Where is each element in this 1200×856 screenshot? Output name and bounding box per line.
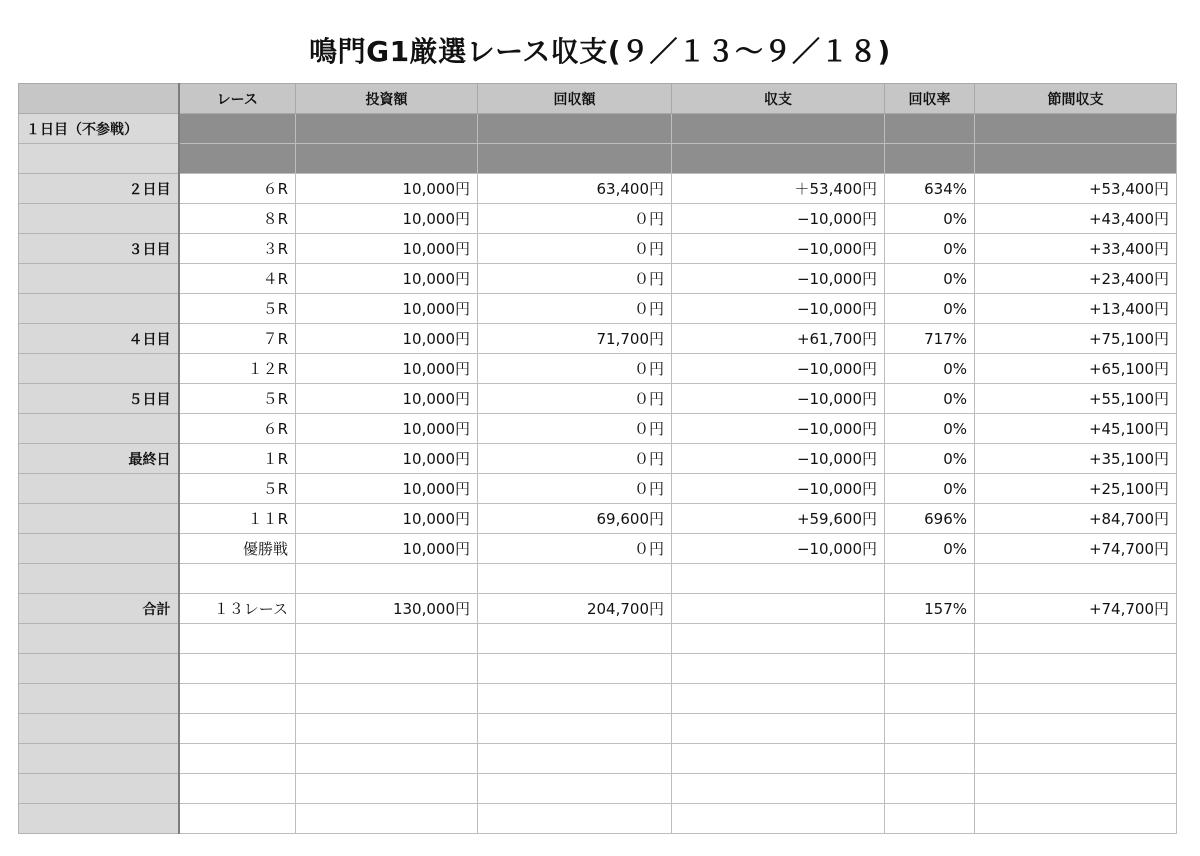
return-cell[interactable]: ０円	[478, 384, 672, 414]
stake-cell[interactable]: 130,000円	[296, 594, 478, 624]
day1-label[interactable]: １日目（不参戦）	[19, 114, 179, 144]
race-row	[19, 534, 1177, 564]
race-cell[interactable]: ４R	[179, 264, 296, 294]
return-cell[interactable]: 63,400円	[478, 174, 672, 204]
sheet-title: 鳴門G1厳選レース収支(９／１３〜９／１８)	[309, 35, 891, 68]
stake-cell[interactable]: 10,000円	[296, 384, 478, 414]
race-row	[19, 474, 1177, 504]
empty-row	[19, 774, 1177, 804]
race-cell[interactable]: ６R	[179, 414, 296, 444]
empty-cell[interactable]	[296, 114, 478, 144]
balance-cell[interactable]	[672, 744, 885, 774]
empty-row	[19, 624, 1177, 654]
rate-cell[interactable]: 0%	[885, 414, 975, 444]
day-label[interactable]	[19, 564, 179, 594]
balance-cell[interactable]: −10,000円	[672, 354, 885, 384]
race-cell[interactable]	[179, 654, 296, 684]
race-row	[19, 174, 1177, 204]
empty-row	[19, 714, 1177, 744]
race-cell[interactable]	[179, 774, 296, 804]
cumulative-cell[interactable]: +53,400円	[975, 174, 1177, 204]
return-cell[interactable]: 71,700円	[478, 324, 672, 354]
balance-cell[interactable]	[672, 624, 885, 654]
day-label[interactable]: ２日目	[19, 174, 179, 204]
race-cell[interactable]: １３レース	[179, 594, 296, 624]
header-return[interactable]: 回収額	[478, 84, 672, 114]
empty-cell[interactable]	[975, 144, 1177, 174]
stake-cell[interactable]	[296, 564, 478, 594]
cumulative-cell[interactable]	[975, 714, 1177, 744]
stake-cell[interactable]: 10,000円	[296, 504, 478, 534]
header-balance[interactable]: 収支	[672, 84, 885, 114]
return-cell[interactable]	[478, 714, 672, 744]
race-cell[interactable]: ５R	[179, 294, 296, 324]
rate-cell[interactable]: 0%	[885, 354, 975, 384]
race-cell[interactable]: ６R	[179, 174, 296, 204]
return-cell[interactable]	[478, 624, 672, 654]
day-label[interactable]: ３日目	[19, 234, 179, 264]
empty-cell[interactable]	[885, 144, 975, 174]
empty-row	[19, 654, 1177, 684]
empty-cell[interactable]	[296, 144, 478, 174]
rate-cell[interactable]	[885, 744, 975, 774]
stake-cell[interactable]: 10,000円	[296, 204, 478, 234]
race-row	[19, 264, 1177, 294]
rate-cell[interactable]	[885, 564, 975, 594]
race-row	[19, 234, 1177, 264]
race-row	[19, 414, 1177, 444]
race-row	[19, 294, 1177, 324]
stake-cell[interactable]	[296, 774, 478, 804]
balance-cell[interactable]: −10,000円	[672, 264, 885, 294]
empty-row	[19, 684, 1177, 714]
race-cell[interactable]: １１R	[179, 504, 296, 534]
total-row	[19, 594, 1177, 624]
return-cell[interactable]: ０円	[478, 474, 672, 504]
race-cell[interactable]	[179, 684, 296, 714]
rate-cell[interactable]: 0%	[885, 444, 975, 474]
day-label[interactable]: 最終日	[19, 444, 179, 474]
day-label[interactable]	[19, 264, 179, 294]
race-cell[interactable]	[179, 744, 296, 774]
balance-cell[interactable]	[672, 714, 885, 744]
balance-cell[interactable]	[672, 774, 885, 804]
row-header-cell[interactable]	[19, 144, 179, 174]
stake-cell[interactable]	[296, 714, 478, 744]
empty-cell[interactable]	[179, 114, 296, 144]
rate-cell[interactable]: 0%	[885, 534, 975, 564]
cumulative-cell[interactable]: +35,100円	[975, 444, 1177, 474]
rate-cell[interactable]	[885, 774, 975, 804]
cumulative-cell[interactable]: +75,100円	[975, 324, 1177, 354]
cumulative-cell[interactable]: +74,700円	[975, 534, 1177, 564]
stake-cell[interactable]: 10,000円	[296, 264, 478, 294]
empty-cell[interactable]	[478, 114, 672, 144]
return-cell[interactable]: ０円	[478, 444, 672, 474]
header-stake[interactable]: 投資額	[296, 84, 478, 114]
rate-cell[interactable]	[885, 624, 975, 654]
day1-row-2	[19, 144, 1177, 174]
day-label[interactable]: 合計	[19, 594, 179, 624]
stake-cell[interactable]: 10,000円	[296, 234, 478, 264]
race-cell[interactable]: １２R	[179, 354, 296, 384]
return-cell[interactable]: 69,600円	[478, 504, 672, 534]
empty-cell[interactable]	[672, 144, 885, 174]
day-label[interactable]	[19, 294, 179, 324]
rate-cell[interactable]: 696%	[885, 504, 975, 534]
day-label[interactable]	[19, 474, 179, 504]
cumulative-cell[interactable]	[975, 804, 1177, 834]
balance-cell[interactable]: −10,000円	[672, 474, 885, 504]
return-cell[interactable]	[478, 684, 672, 714]
balance-cell[interactable]: +61,700円	[672, 324, 885, 354]
race-cell[interactable]: ８R	[179, 204, 296, 234]
rate-cell[interactable]: 0%	[885, 204, 975, 234]
balance-cell[interactable]	[672, 654, 885, 684]
race-cell[interactable]: 優勝戦	[179, 534, 296, 564]
cumulative-cell[interactable]: +55,100円	[975, 384, 1177, 414]
race-row	[19, 444, 1177, 474]
day-label[interactable]: ４日目	[19, 324, 179, 354]
stake-cell[interactable]: 10,000円	[296, 324, 478, 354]
empty-row	[19, 744, 1177, 774]
cumulative-cell[interactable]	[975, 564, 1177, 594]
stake-cell[interactable]	[296, 624, 478, 654]
race-cell[interactable]	[179, 624, 296, 654]
race-cell[interactable]: ５R	[179, 384, 296, 414]
balance-cell[interactable]: −10,000円	[672, 444, 885, 474]
rate-cell[interactable]: 0%	[885, 384, 975, 414]
race-row	[19, 354, 1177, 384]
return-cell[interactable]	[478, 774, 672, 804]
rate-cell[interactable]	[885, 804, 975, 834]
header-corner-cell[interactable]	[19, 84, 179, 114]
cumulative-cell[interactable]	[975, 684, 1177, 714]
stake-cell[interactable]	[296, 804, 478, 834]
empty-cell[interactable]	[478, 144, 672, 174]
rate-cell[interactable]: 0%	[885, 234, 975, 264]
rate-cell[interactable]: 634%	[885, 174, 975, 204]
return-cell[interactable]	[478, 804, 672, 834]
cumulative-cell[interactable]: +84,700円	[975, 504, 1177, 534]
stake-cell[interactable]	[296, 654, 478, 684]
stake-cell[interactable]	[296, 684, 478, 714]
cumulative-cell[interactable]: +65,100円	[975, 354, 1177, 384]
day-label[interactable]	[19, 534, 179, 564]
return-cell[interactable]: ０円	[478, 234, 672, 264]
cumulative-cell[interactable]: +45,100円	[975, 414, 1177, 444]
header-cumulative[interactable]: 節間収支	[975, 84, 1177, 114]
rate-cell[interactable]: 157%	[885, 594, 975, 624]
rate-cell[interactable]: 0%	[885, 474, 975, 504]
day-label[interactable]	[19, 714, 179, 744]
day-label[interactable]	[19, 204, 179, 234]
balance-cell[interactable]	[672, 684, 885, 714]
stake-cell[interactable]: 10,000円	[296, 174, 478, 204]
return-cell[interactable]: ０円	[478, 204, 672, 234]
cumulative-cell[interactable]	[975, 624, 1177, 654]
balance-cell[interactable]: −10,000円	[672, 414, 885, 444]
balance-cell[interactable]	[672, 564, 885, 594]
rate-cell[interactable]	[885, 714, 975, 744]
day-label[interactable]	[19, 684, 179, 714]
race-cell[interactable]	[179, 804, 296, 834]
balance-cell[interactable]: −10,000円	[672, 534, 885, 564]
stake-cell[interactable]: 10,000円	[296, 294, 478, 324]
balance-cell[interactable]: −10,000円	[672, 294, 885, 324]
rate-cell[interactable]	[885, 654, 975, 684]
race-row	[19, 204, 1177, 234]
race-cell[interactable]: ３R	[179, 234, 296, 264]
return-cell[interactable]	[478, 654, 672, 684]
empty-row	[19, 804, 1177, 834]
empty-row	[19, 564, 1177, 594]
rate-cell[interactable]: 0%	[885, 264, 975, 294]
rate-cell[interactable]: 717%	[885, 324, 975, 354]
day-label[interactable]	[19, 654, 179, 684]
balance-cell[interactable]	[672, 594, 885, 624]
balance-cell[interactable]: ＋53,400円	[672, 174, 885, 204]
race-cell[interactable]: ７R	[179, 324, 296, 354]
stake-cell[interactable]: 10,000円	[296, 474, 478, 504]
cumulative-cell[interactable]: +43,400円	[975, 204, 1177, 234]
return-cell[interactable]: 204,700円	[478, 594, 672, 624]
day-label[interactable]	[19, 504, 179, 534]
rate-cell[interactable]	[885, 684, 975, 714]
day-label[interactable]	[19, 624, 179, 654]
balance-cell[interactable]: −10,000円	[672, 204, 885, 234]
cumulative-cell[interactable]: +13,400円	[975, 294, 1177, 324]
day-label[interactable]	[19, 414, 179, 444]
day-label[interactable]	[19, 774, 179, 804]
header-race[interactable]: レース	[179, 84, 296, 114]
rate-cell[interactable]: 0%	[885, 294, 975, 324]
empty-cell[interactable]	[179, 144, 296, 174]
balance-cell[interactable]: +59,600円	[672, 504, 885, 534]
cumulative-cell[interactable]	[975, 744, 1177, 774]
day-label[interactable]	[19, 744, 179, 774]
day1-row	[19, 114, 1177, 144]
return-cell[interactable]	[478, 564, 672, 594]
empty-cell[interactable]	[672, 114, 885, 144]
return-cell[interactable]: ０円	[478, 264, 672, 294]
empty-cell[interactable]	[885, 114, 975, 144]
stake-cell[interactable]: 10,000円	[296, 414, 478, 444]
cumulative-cell[interactable]: +33,400円	[975, 234, 1177, 264]
return-cell[interactable]: ０円	[478, 354, 672, 384]
race-cell[interactable]	[179, 564, 296, 594]
header-row	[19, 84, 1177, 114]
race-cell[interactable]	[179, 714, 296, 744]
cumulative-cell[interactable]: +74,700円	[975, 594, 1177, 624]
return-cell[interactable]: ０円	[478, 534, 672, 564]
race-row	[19, 504, 1177, 534]
return-cell[interactable]: ０円	[478, 294, 672, 324]
balance-cell[interactable]	[672, 804, 885, 834]
day-label[interactable]: ５日目	[19, 384, 179, 414]
race-cell[interactable]: ５R	[179, 474, 296, 504]
cumulative-cell[interactable]	[975, 774, 1177, 804]
race-cell[interactable]: １R	[179, 444, 296, 474]
header-rate[interactable]: 回収率	[885, 84, 975, 114]
balance-table	[18, 83, 1177, 834]
cumulative-cell[interactable]	[975, 654, 1177, 684]
cumulative-cell[interactable]: +25,100円	[975, 474, 1177, 504]
stake-cell[interactable]: 10,000円	[296, 534, 478, 564]
balance-cell[interactable]: −10,000円	[672, 384, 885, 414]
day-label[interactable]	[19, 804, 179, 834]
race-row	[19, 384, 1177, 414]
stake-cell[interactable]	[296, 744, 478, 774]
stake-cell[interactable]: 10,000円	[296, 354, 478, 384]
stake-cell[interactable]: 10,000円	[296, 444, 478, 474]
cumulative-cell[interactable]: +23,400円	[975, 264, 1177, 294]
return-cell[interactable]	[478, 744, 672, 774]
race-row	[19, 324, 1177, 354]
balance-cell[interactable]: −10,000円	[672, 234, 885, 264]
empty-cell[interactable]	[975, 114, 1177, 144]
return-cell[interactable]: ０円	[478, 414, 672, 444]
day-label[interactable]	[19, 354, 179, 384]
